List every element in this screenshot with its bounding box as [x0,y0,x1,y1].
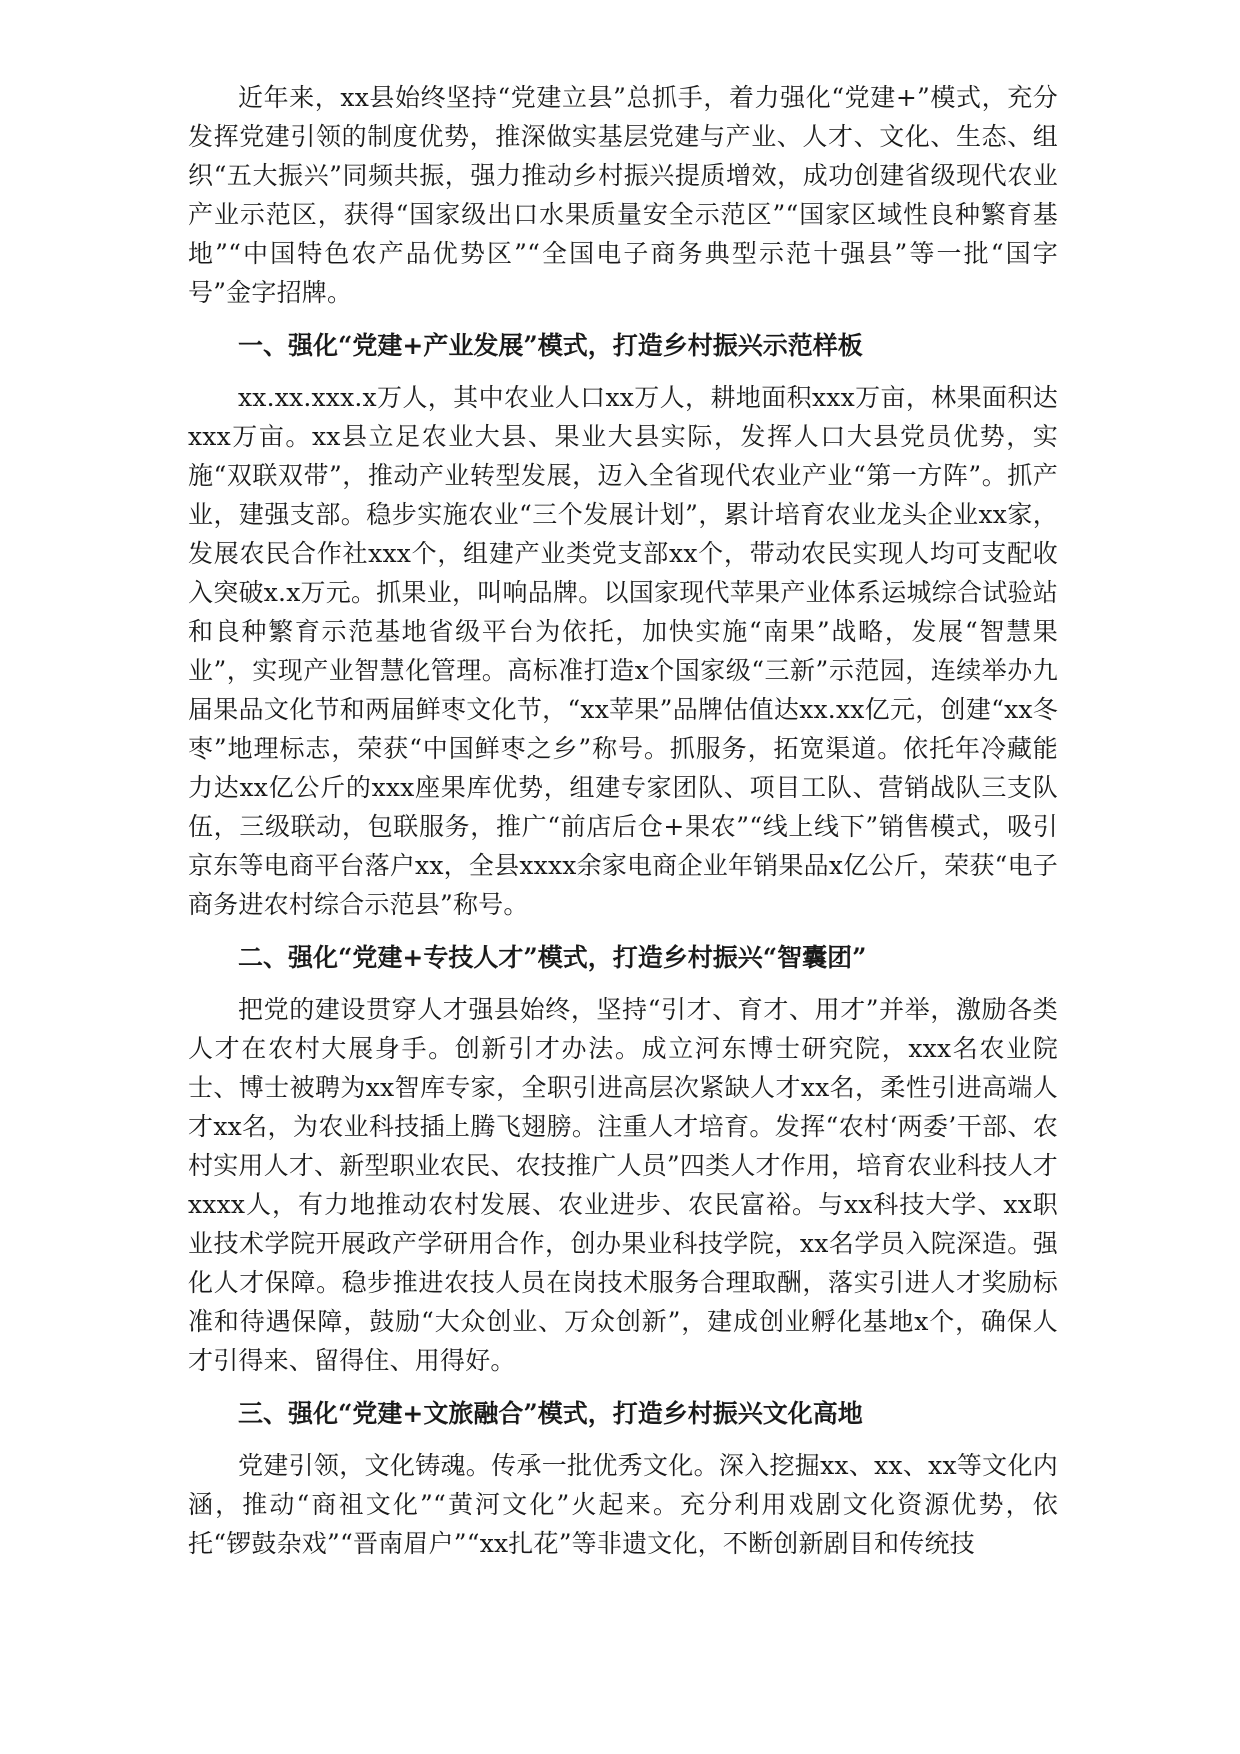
section-heading-3: 三、强化“党建+文旅融合”模式，打造乡村振兴文化高地 [238,1399,863,1428]
section-body-2: 把党的建设贯穿人才强县始终，坚持“引才、育才、用才”并举，激励各类人才在农村大展身手。创新引才办法。成立河东博士研究院，xxx名农业院士、博士被聘为xx智库专家，全职引进高层次紧缺人才xx名，柔性引进高端人才xx名，为农业科技插上腾飞翅膀。注重人才培育。发挥“农村‘两委’干部、农村实用人才、新型职业农民、农技推广人员”四类人才作用，培育农业科技人才xxxx人，有力地推动农村发展、农业进步、农民富裕。与xx科技大学、xx职业技术学院开展政产学研用合作，创办果业科技学院，xx名学员入院深造。强化人才保障。稳步推进农技人员在岗技术服务合理取酬，落实引进人才奖励标准和待遇保障，鼓励“大众创业、万众创新”，建成创业孵化基地x个，确保人才引得来、留得住、用得好。 [188,995,1058,1375]
section-body-1: xx.xx.xxx.x万人，其中农业人口xx万人，耕地面积xxx万亩，林果面积达xxx万亩。xx县立足农业大县、果业大县实际，发挥人口大县党员优势，实施“双联双带”，推动产业转型发展，迈入全省现代农业产业“第一方阵”。抓产业，建强支部。稳步实施农业“三个发展计划”，累计培育农业龙头企业xx家，发展农民合作社xxx个，组建产业类党支部xx个，带动农民实现人均可支配收入突破x.x万元。抓果业，叫响品牌。以国家现代苹果产业体系运城综合试验站和良种繁育示范基地省级平台为依托，加快实施“南果”战略，发展“智慧果业”，实现产业智慧化管理。高标准打造x个国家级“三新”示范园，连续举办九届果品文化节和两届鲜枣文化节，“xx苹果”品牌估值达xx.xx亿元，创建“xx冬枣”地理标志，荣获“中国鲜枣之乡”称号。抓服务，拓宽渠道。依托年冷藏能力达xx亿公斤的xxx座果库优势，组建专家团队、项目工队、营销战队三支队伍，三级联动，包联服务，推广“前店后仓+果农”“线上线下”销售模式，吸引京东等电商平台落户xx，全县xxxx余家电商企业年销果品x亿公斤，荣获“电子商务进农村综合示范县”称号。 [188,383,1058,919]
document-page [188,78,1058,1563]
section-body-3: 党建引领，文化铸魂。传承一批优秀文化。深入挖掘xx、xx、xx等文化内涵，推动“商祖文化”“黄河文化”火起来。充分利用戏剧文化资源优势，依托“锣鼓杂戏”“晋南眉户”“xx扎花”等非遗文化，不断创新剧目和传统技 [188,1451,1058,1558]
section-heading-2: 二、强化“党建+专技人才”模式，打造乡村振兴“智囊团” [238,943,867,972]
section-heading-1: 一、强化“党建+产业发展”模式，打造乡村振兴示范样板 [238,331,863,360]
intro-paragraph: 近年来，xx县始终坚持“党建立县”总抓手，着力强化“党建+”模式，充分发挥党建引领的制度优势，推深做实基层党建与产业、人才、文化、生态、组织“五大振兴”同频共振，强力推动乡村振兴提质增效，成功创建省级现代农业产业示范区，获得“国家级出口水果质量安全示范区”“国家区域性良种繁育基地”“中国特色农产品优势区”“全国电子商务典型示范十强县”等一批“国字号”金字招牌。 [188,83,1058,307]
